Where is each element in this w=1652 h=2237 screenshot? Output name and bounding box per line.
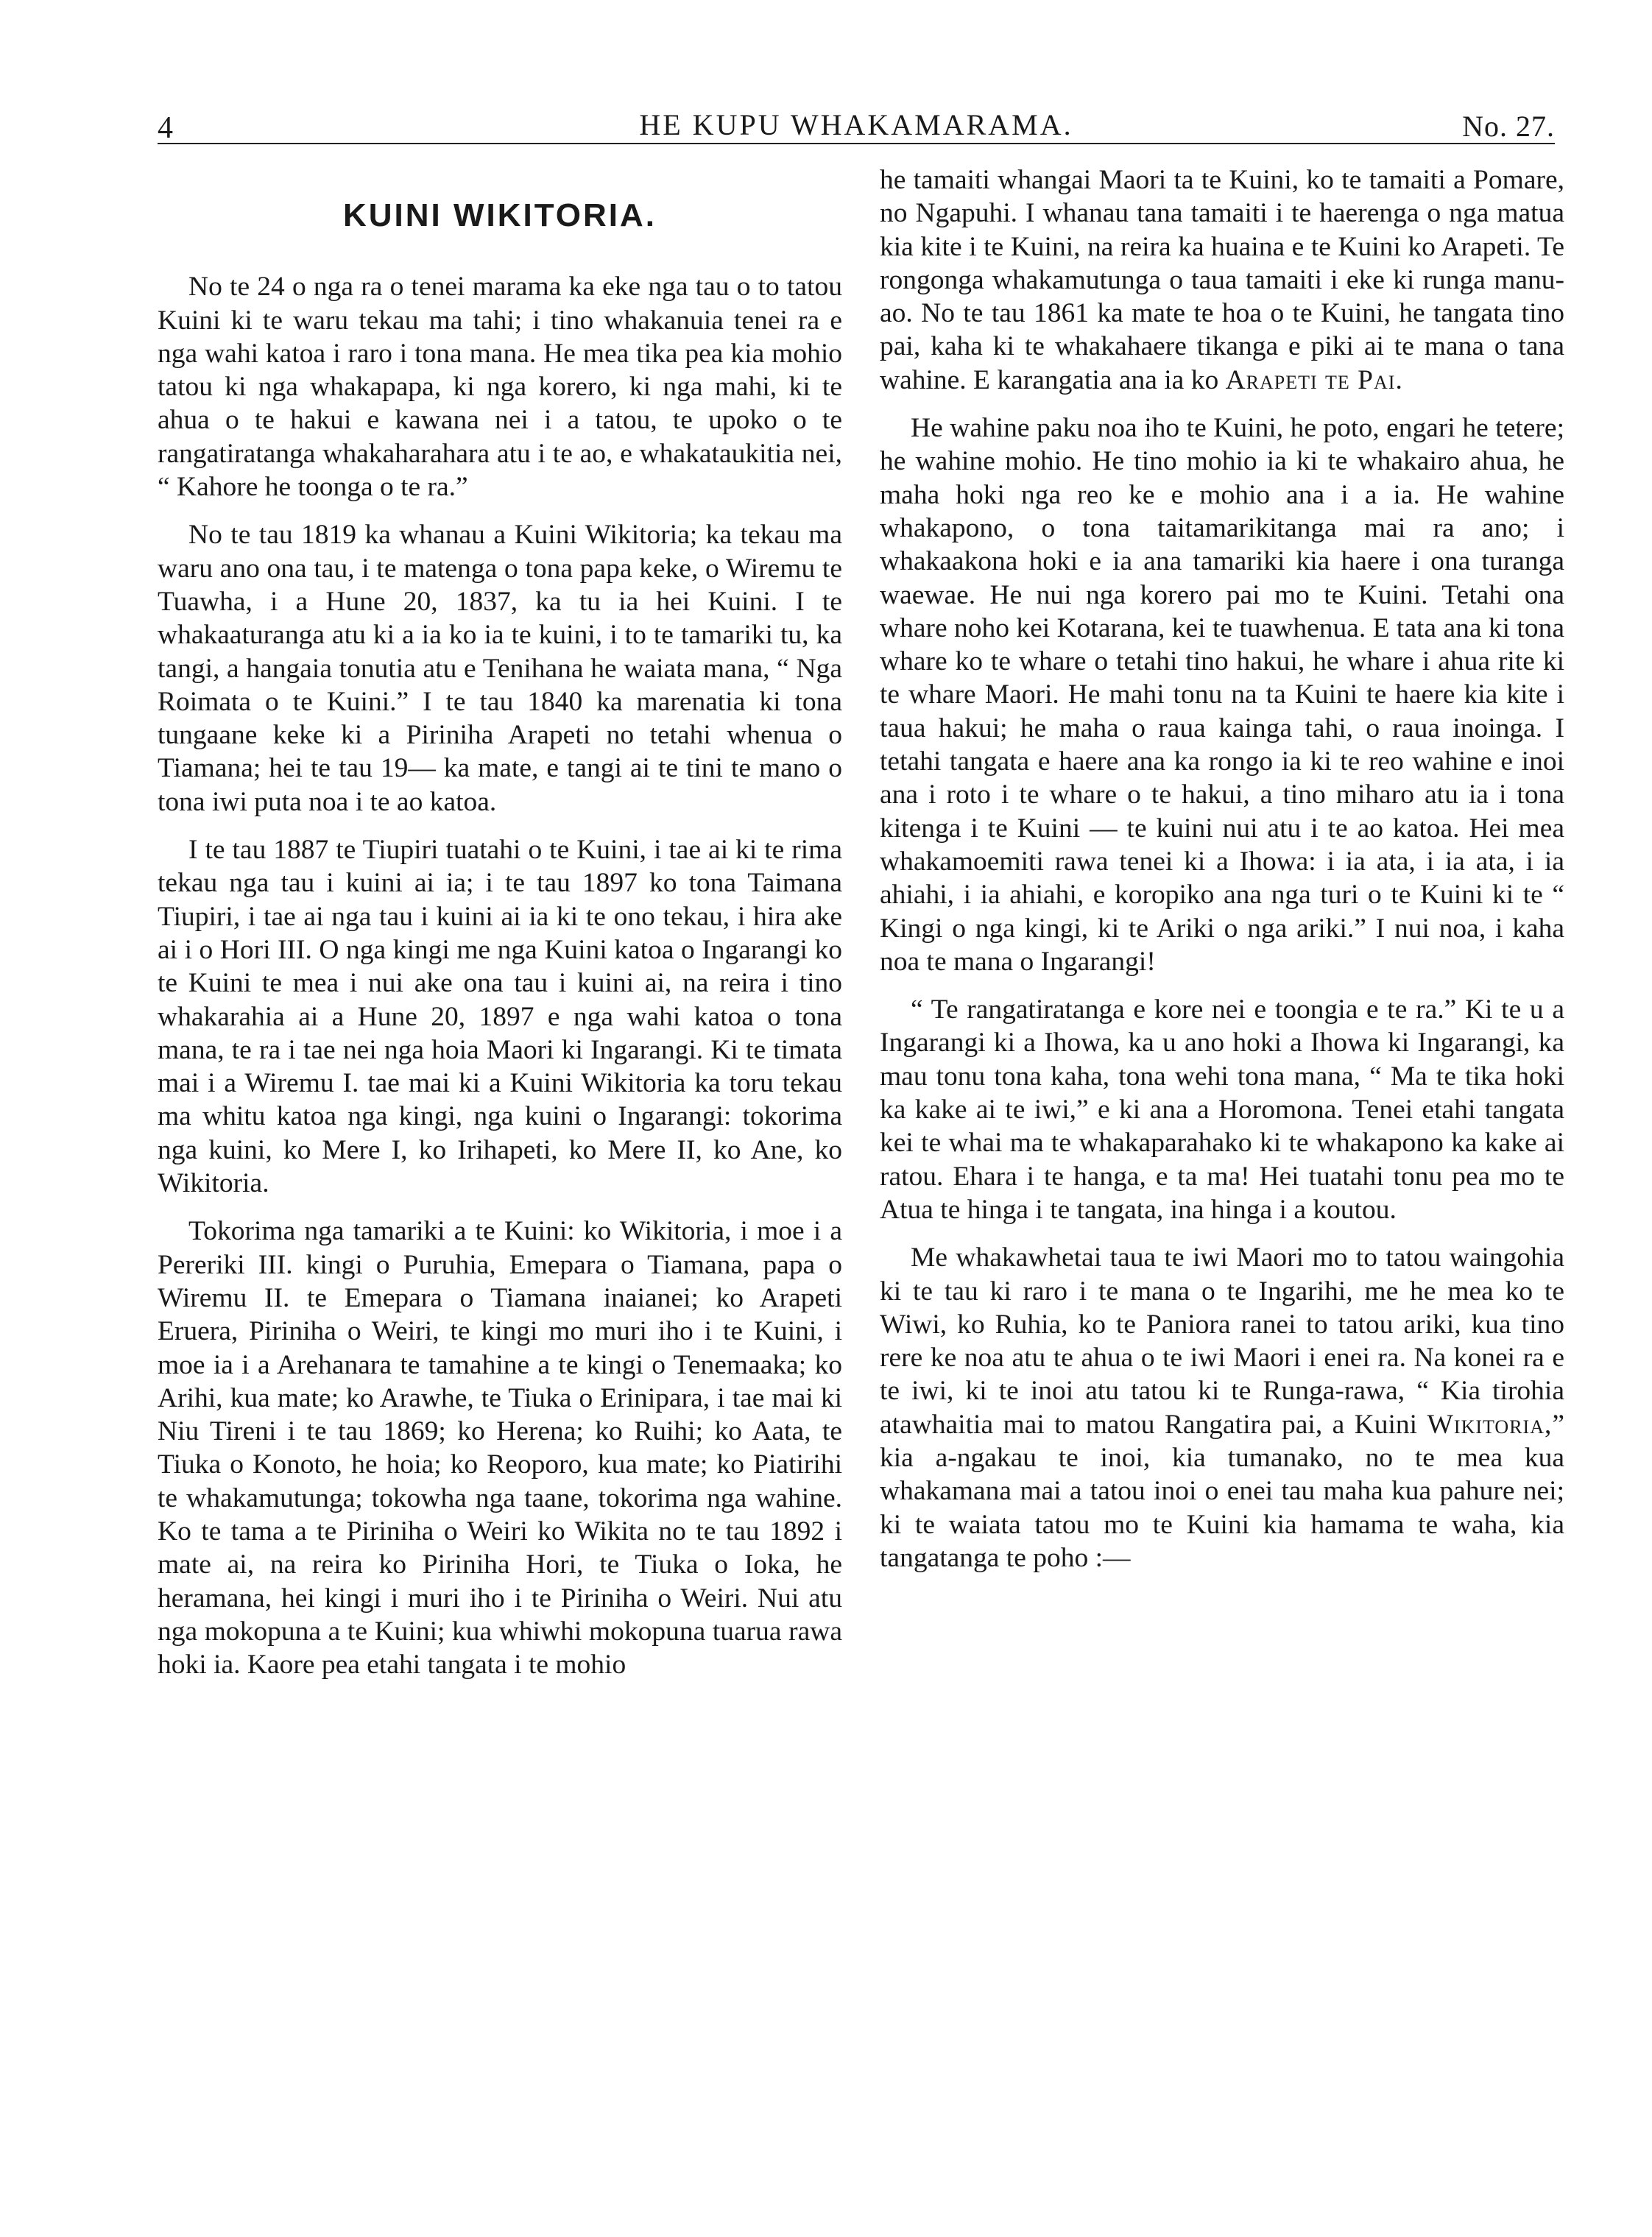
- paragraph: He wahine paku noa iho te Kuini, he poto, engari he tetere; he wahine mohio. He tino mohio ia ki te whakairo ahua, he maha hoki nga reo ke e mohio ana i a ia. He wahine whakapono, o tona taitamarikitanga mai ra ano; i whakaakona hoki e ia ana tamariki kia haere i ona turanga waewae. He nui nga korero pai mo te Kuini. Tetahi ona whare noho kei Kotarana, kei te tuawhenua. E tata ana ki tona whare ko te whare o tetahi tino hakui, he whare i ahua rite ki te whare Maori. He mahi tonu na ta Kuini te haere kia kite i taua hakui; he maha o raua kainga tahi, o raua inoinga. I tetahi tangata e haere ana ka rongo ia ki te reo wahine e inoi ana i roto i te whare o te hakui, a tino miharo atu ia i tona kitenga i te Kuini — te kuini nui atu i te ao katoa. Hei mea whakamoemiti rawa tenei ki a Ihowa: i ia ata, i ia ata, i ia ahiahi, i ia ahiahi, e koropiko ana nga turi o te Kuini ki te “ Kingi o nga kingi, ki te Ariki o nga ariki.” I nui noa, i kaha noa te mana o Ingarangi!: [880, 413, 1564, 977]
- paragraph-text: Me whakawhetai taua te iwi Maori mo to tatou waingohia ki te tau ki raro i te mana o te Ingarihi, me he mea ko te Wiwi, ko Ruhia, ko te Paniora ranei to tatou ariki, kua tino rere ke noa atu te ahua o te iwi Maori i enei ra. Na konei ra e te iwi, ki te inoi atu tatou ki te Runga-rawa, “ Kia tirohia atawhaitia mai to matou Rangatira pai, a Kuini: [880, 1243, 1564, 1440]
- paragraph: Tokorima nga tamariki a te Kuini: ko Wikitoria, i moe i a Pereriki III. kingi o Puruhia, Emepara o Tiamana, papa o Wiremu II. te Emepara o Tiamana inaianei; ko Arapeti Eruera, Piriniha o Weiri, te kingi mo muri iho i te Kuini, i moe ia i a Arehanara te tamahine a te kingi o Tenemaaka; ko Arihi, kua mate; ko Arawhe, te Tiuka o Erinipara, i tae mai ki Niu Tireni i te tau 1869; ko Herena; ko Ruihi; ko Aata, te Tiuka o Konoto, he hoia; ko Reoporo, kua mate; ko Piatirihi te whakamutunga; tokowha nga taane, tokorima nga wahine. Ko te tama a te Piriniha o Weiri ko Wikita no te tau 1892 i mate ai, na reira ko Piriniha Hori, te Tiuka o Ioka, he heramana, hei kingi i muri iho i te Piriniha o Weiri. Nui atu nga mokopuna a te Kuini; kua whiwhi mokopuna tuarua rawa hoki ia. Kaore pea etahi tangata i te mohio: [158, 1216, 842, 1681]
- paragraph-text: he tamaiti whangai Maori ta te Kuini, ko te tamaiti a Pomare, no Ngapuhi. I whanau tana tamaiti i te haerenga o nga matua kia kite i te Kuini, na reira ka huaina e te Kuini ko Arapeti. Te rongonga whakamutunga o taua tamaiti i eke ki runga manu-ao. No te tau 1861 ka mate te hoa o te Kuini, he tangata tino pai, kaha ki te whakahaere tikanga e piki ai te mana o tana wahine. E karangatia ana ia ko: [880, 165, 1564, 395]
- name-small-caps: Arapeti te Pai.: [1225, 364, 1403, 395]
- paragraph: “ Te rangatiratanga e kore nei e toongia e te ra.” Ki te u a Ingarangi ki a Ihowa, ka u ano hoki a Ihowa ki Ingarangi, ka mau tonu tona kaha, tona wehi tona mana, “ Ma te tika hoki ka kake ai te iwi,” e ki ana a Horomona. Tenei etahi tangata kei te whai ma te whakaparahako ki te whakapono ka kake ai ratou. Ehara i te hanga, e ta ma! Hei tuatahi tonu pea mo te Atua te hinga i te tangata, ina hinga i a koutou.: [880, 994, 1564, 1225]
- paragraph: I te tau 1887 te Tiupiri tuatahi o te Kuini, i tae ai ki te rima tekau nga tau i kuini ai ia; i te tau 1897 ko tona Taimana Tiupiri, i tae ai nga tau i kuini ai ia ki te ono tekau, i hira ake ai i o Hori III. O nga kingi me nga Kuini katoa o Ingarangi ko te Kuini te mea i nui ake ona tau i kuini ai, na reira i tino whakarahia ai a Hune 20, 1897 e nga wahi katoa o tona mana, te ra i tae nei nga hoia Maori ki Ingarangi. Ki te timata mai i a Wiremu I. tae mai ki a Kuini Wikitoria ka toru tekau ma whitu katoa nga kingi, nga kuini o Ingarangi: tokorima nga kuini, ko Mere I, ko Irihapeti, ko Mere II, ko Ane, ko Wikitoria.: [158, 835, 842, 1199]
- page-header: [158, 105, 1555, 144]
- name-small-caps: Wikitoria,: [1427, 1409, 1553, 1440]
- issue-number: No. 27.: [1462, 110, 1555, 143]
- paragraph: No te tau 1819 ka whanau a Kuini Wikitoria; ka tekau ma waru ano ona tau, i te matenga o tona papa keke, o Wiremu te Tuawha, i a Hune 20, 1837, ka tu ia hei Kuini. I te whakaaturanga atu ki a ia ko ia te kuini, i to te tamariki tu, ka tangi, a hangaia tonutia atu e Tenihana he waiata mana, “ Nga Roimata o te Kuini.” I te tau 1840 ka marenatia ki tona tungaane keke ki a Piriniha Arapeti no tetahi whenua o Tiamana; hei te tau 19— ka mate, e tangi ai te tini te mano o tona iwi puta noa i te ao katoa.: [158, 520, 842, 817]
- paragraph: No te 24 o nga ra o tenei marama ka eke nga tau o to tatou Kuini ki te waru tekau ma tahi; i tino whakanuia tenei ra e nga wahi katoa i raro i tona mana. He mea tika pea kia mohio tatou ki nga whakapapa, ki nga korero, ki nga mahi, ki te ahua o te hakui e kawana nei i a tatou, te upoko o te rangatiratanga whakaharahara atu i te ao, e whakataukitia nei, “ Kahore he toonga o te ra.”: [158, 272, 842, 503]
- paragraph-text: ” kia a-ngakau te inoi, kia tumanako, no te mea kua whakamana mai a tatou inoi o enei tau maha kua pahure nei; ki te waiata tatou mo te Kuini kia hamama te waha, kia tangatanga te poho :—: [880, 1409, 1565, 1573]
- page-number: 4: [158, 111, 174, 145]
- article-title: KUINI WIKITORIA.: [342, 197, 657, 233]
- left-column: [158, 163, 842, 1696]
- publication-title: HE KUPU WHAKAMARAMA.: [639, 108, 1073, 141]
- paragraph-continued: [880, 163, 1564, 397]
- paragraph: [880, 1241, 1564, 1575]
- right-column: [880, 163, 1564, 1589]
